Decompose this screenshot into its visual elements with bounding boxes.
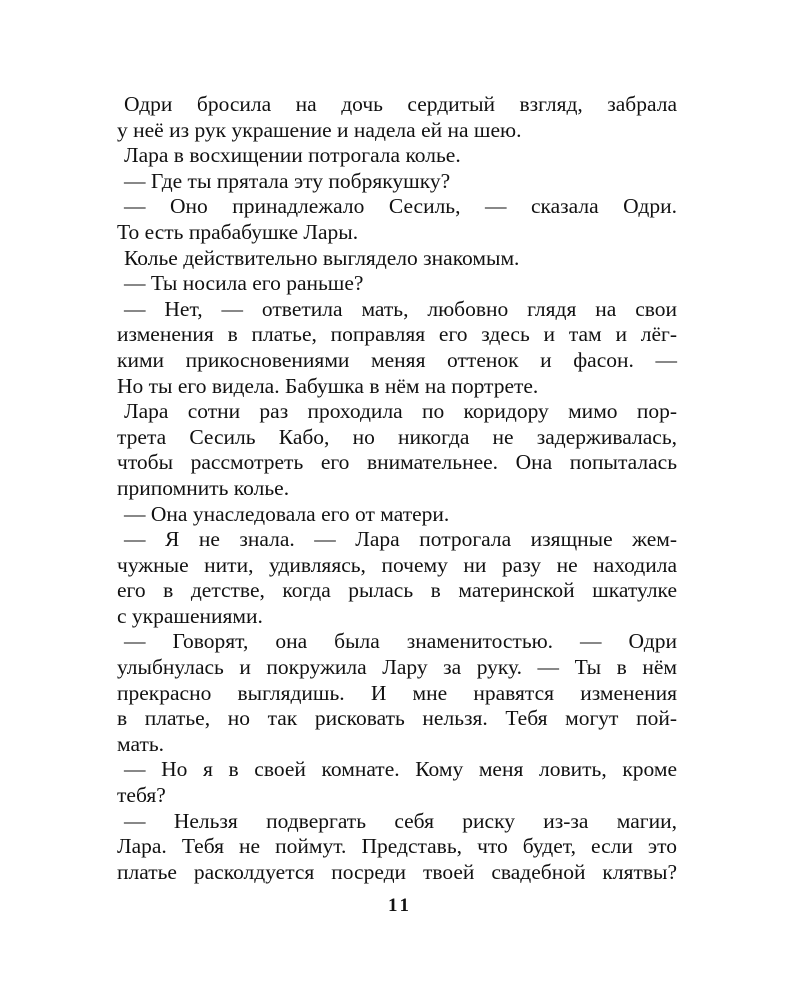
- text-line: — Нет, — ответила мать, любовно глядя на свои: [124, 296, 677, 321]
- text-line: изменения в платье, поправляя его здесь и там и лёг-: [117, 322, 677, 347]
- text-line: чтобы рассмотреть его внимательнее. Она попыталась: [117, 450, 677, 475]
- text-line: тебя?: [117, 783, 166, 808]
- text-line: — Я не знала. — Лара потрогала изящные жем-: [124, 527, 677, 552]
- text-line: кими прикосновениями меняя оттенок и фасон. —: [117, 347, 677, 372]
- text-line: Лара. Тебя не поймут. Представь, что будет, если это: [117, 834, 677, 859]
- text-line: — Оно принадлежало Сесиль, — сказала Одри.: [124, 194, 677, 219]
- text-line: То есть прабабушке Лары.: [117, 219, 359, 244]
- text-line: у неё из рук украшение и надела ей на шею.: [117, 117, 522, 142]
- text-line: с украшениями.: [117, 603, 263, 628]
- text-line: — Но я в своей комнате. Кому меня ловить, кроме: [124, 757, 677, 782]
- text-line: — Ты носила его раньше?: [124, 271, 364, 296]
- text-line: — Она унаследовала его от матери.: [124, 501, 450, 526]
- text-line: Колье действительно выглядело знакомым.: [124, 245, 520, 270]
- text-line: мать.: [117, 731, 165, 756]
- text-line: — Говорят, она была знаменитостью. — Одри: [124, 629, 677, 654]
- text-line: в платье, но так рисковать нельзя. Тебя могут пой-: [117, 706, 677, 731]
- text-line: чужные нити, удивляясь, почему ни разу не находила: [117, 552, 677, 577]
- text-line: — Нельзя подвергать себя риску из-за магии,: [124, 808, 677, 833]
- page-body: [117, 92, 677, 885]
- text-line: Лара в восхищении потрогала колье.: [124, 143, 461, 168]
- text-line: трета Сесиль Кабо, но никогда не задерживалась,: [117, 424, 677, 449]
- text-line: платье расколдуется посреди твоей свадебной клятвы?: [117, 859, 677, 884]
- text-line: — Где ты прятала эту побрякушку?: [124, 168, 451, 193]
- text-line: прекрасно выглядишь. И мне нравятся изменения: [117, 680, 677, 705]
- text-line: Одри бросила на дочь сердитый взгляд, забрала: [124, 92, 677, 116]
- text-line: припомнить колье.: [117, 475, 290, 500]
- text-line: улыбнулась и покружила Лару за руку. — Ты в нём: [117, 655, 677, 680]
- text-line: Но ты его видела. Бабушка в нём на портрете.: [117, 373, 539, 398]
- page-number: 11: [388, 895, 412, 916]
- text-line: его в детстве, когда рылась в материнской шкатулке: [117, 578, 677, 603]
- text-line: Лара сотни раз проходила по коридору мимо пор-: [124, 399, 677, 424]
